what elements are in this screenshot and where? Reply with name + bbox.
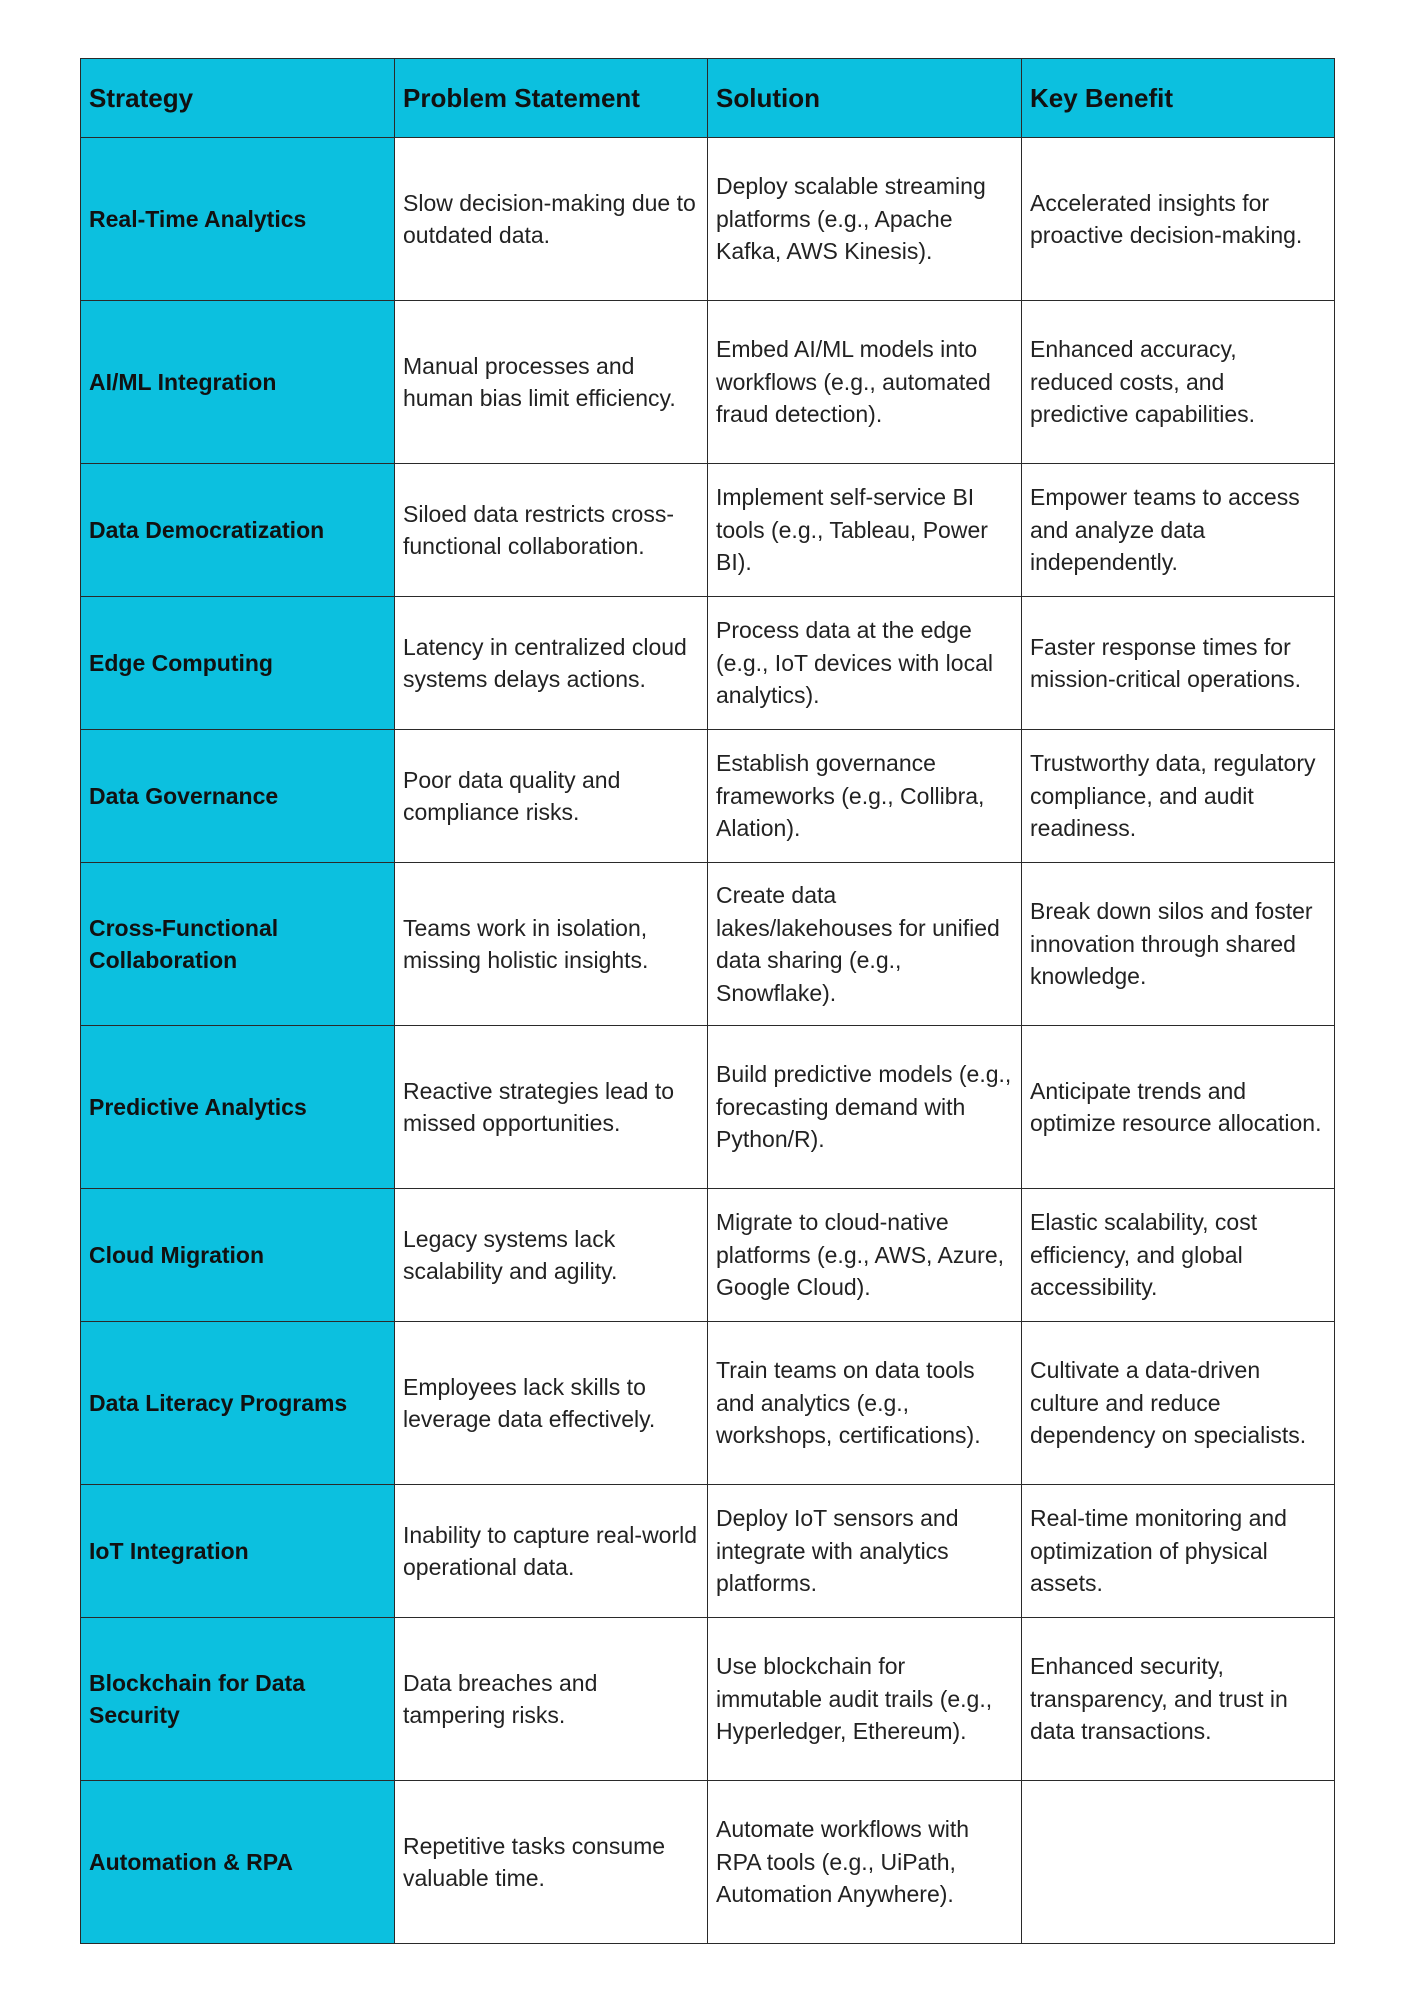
benefit-cell: Enhanced accuracy, reduced costs, and predictive capabilities. [1022, 301, 1335, 464]
table-row [81, 1322, 1335, 1485]
problem-cell: Employees lack skills to leverage data effectively. [395, 1322, 708, 1485]
table-row [81, 301, 1335, 464]
problem-cell: Latency in centralized cloud systems delays actions. [395, 597, 708, 730]
header-strategy: Strategy [81, 59, 395, 138]
header-key-benefit: Key Benefit [1022, 59, 1335, 138]
benefit-cell: Enhanced security, transparency, and trust in data transactions. [1022, 1618, 1335, 1781]
solution-cell: Embed AI/ML models into workflows (e.g., automated fraud detection). [708, 301, 1022, 464]
strategy-cell: IoT Integration [81, 1485, 395, 1618]
solution-cell: Process data at the edge (e.g., IoT devices with local analytics). [708, 597, 1022, 730]
problem-cell: Legacy systems lack scalability and agility. [395, 1189, 708, 1322]
benefit-cell: Faster response times for mission-critical operations. [1022, 597, 1335, 730]
benefit-cell: Anticipate trends and optimize resource allocation. [1022, 1026, 1335, 1189]
solution-cell: Use blockchain for immutable audit trails (e.g., Hyperledger, Ethereum). [708, 1618, 1022, 1781]
solution-cell: Create data lakes/lakehouses for unified data sharing (e.g., Snowflake). [708, 863, 1022, 1026]
table-row [81, 1485, 1335, 1618]
benefit-cell: Empower teams to access and analyze data independently. [1022, 464, 1335, 597]
problem-cell: Manual processes and human bias limit efficiency. [395, 301, 708, 464]
solution-cell: Deploy scalable streaming platforms (e.g., Apache Kafka, AWS Kinesis). [708, 138, 1022, 301]
strategy-cell: Automation & RPA [81, 1781, 395, 1944]
problem-cell: Data breaches and tampering risks. [395, 1618, 708, 1781]
solution-cell: Deploy IoT sensors and integrate with analytics platforms. [708, 1485, 1022, 1618]
table-row [81, 138, 1335, 301]
problem-cell: Teams work in isolation, missing holistic insights. [395, 863, 708, 1026]
table-row [81, 597, 1335, 730]
problem-cell: Reactive strategies lead to missed opportunities. [395, 1026, 708, 1189]
benefit-cell: Accelerated insights for proactive decision-making. [1022, 138, 1335, 301]
strategy-cell: Data Governance [81, 730, 395, 863]
problem-cell: Repetitive tasks consume valuable time. [395, 1781, 708, 1944]
table-row [81, 464, 1335, 597]
solution-cell: Train teams on data tools and analytics (e.g., workshops, certifications). [708, 1322, 1022, 1485]
benefit-cell: Cultivate a data-driven culture and reduce dependency on specialists. [1022, 1322, 1335, 1485]
solution-cell: Implement self-service BI tools (e.g., Tableau, Power BI). [708, 464, 1022, 597]
benefit-cell: Break down silos and foster innovation through shared knowledge. [1022, 863, 1335, 1026]
strategy-cell: Data Literacy Programs [81, 1322, 395, 1485]
strategy-cell: Real-Time Analytics [81, 138, 395, 301]
strategy-cell: Blockchain for Data Security [81, 1618, 395, 1781]
solution-cell: Build predictive models (e.g., forecasting demand with Python/R). [708, 1026, 1022, 1189]
strategy-table [80, 58, 1335, 1944]
strategy-cell: Predictive Analytics [81, 1026, 395, 1189]
benefit-cell: Trustworthy data, regulatory compliance, and audit readiness. [1022, 730, 1335, 863]
header-problem-statement: Problem Statement [395, 59, 708, 138]
problem-cell: Siloed data restricts cross-functional collaboration. [395, 464, 708, 597]
table-row [81, 863, 1335, 1026]
benefit-cell: Real-time monitoring and optimization of physical assets. [1022, 1485, 1335, 1618]
table-row [81, 1189, 1335, 1322]
table-row [81, 730, 1335, 863]
strategy-cell: AI/ML Integration [81, 301, 395, 464]
strategy-cell: Cross-Functional Collaboration [81, 863, 395, 1026]
table-row [81, 1781, 1335, 1944]
solution-cell: Migrate to cloud-native platforms (e.g., AWS, Azure, Google Cloud). [708, 1189, 1022, 1322]
strategy-cell: Cloud Migration [81, 1189, 395, 1322]
table-row [81, 1618, 1335, 1781]
strategy-cell: Data Democratization [81, 464, 395, 597]
solution-cell: Automate workflows with RPA tools (e.g., UiPath, Automation Anywhere). [708, 1781, 1022, 1944]
problem-cell: Inability to capture real-world operational data. [395, 1485, 708, 1618]
problem-cell: Slow decision-making due to outdated data. [395, 138, 708, 301]
header-solution: Solution [708, 59, 1022, 138]
strategy-cell: Edge Computing [81, 597, 395, 730]
table-row [81, 1026, 1335, 1189]
header-row [81, 59, 1335, 138]
benefit-cell: Elastic scalability, cost efficiency, and global accessibility. [1022, 1189, 1335, 1322]
benefit-cell [1022, 1781, 1335, 1944]
solution-cell: Establish governance frameworks (e.g., Collibra, Alation). [708, 730, 1022, 863]
problem-cell: Poor data quality and compliance risks. [395, 730, 708, 863]
